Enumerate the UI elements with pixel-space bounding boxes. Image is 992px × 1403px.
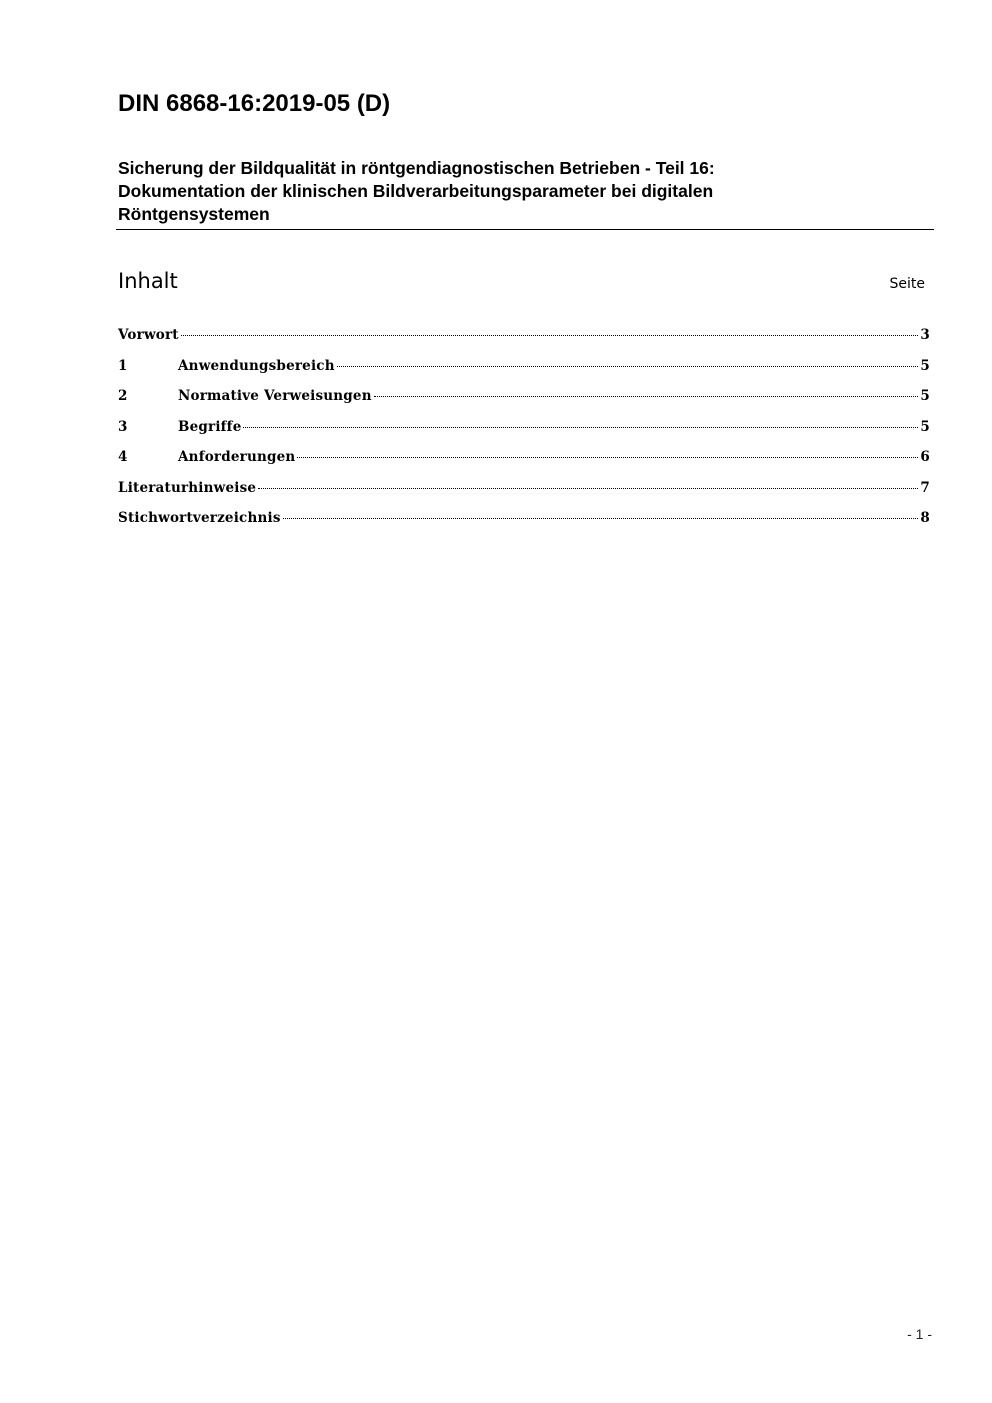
toc-entry-title: Begriffe <box>178 418 242 435</box>
toc-entry-title: Literaturhinweise <box>118 479 257 496</box>
toc-entry-begriffe[interactable] <box>118 418 930 449</box>
document-title <box>118 157 918 226</box>
toc-entry-page: 7 <box>920 479 930 496</box>
toc-entry-anforderungen[interactable] <box>118 448 930 479</box>
toc-page-column-label: Seite <box>889 276 925 292</box>
document-title-line: Dokumentation der klinischen Bildverarbeitungsparameter bei digitalen <box>118 181 714 201</box>
title-divider <box>116 229 934 230</box>
toc-entry-title: Vorwort <box>118 327 179 343</box>
toc-entry-page: 5 <box>920 357 930 374</box>
toc-dot-leader <box>374 396 919 397</box>
toc-entry-stichwortverzeichnis[interactable] <box>118 509 930 540</box>
toc-dot-leader <box>283 518 919 519</box>
document-number: DIN 6868-16:2019-05 (D) <box>118 90 391 117</box>
toc-entry-number: 3 <box>118 418 128 435</box>
document-title-line: Sicherung der Bildqualität in röntgendiagnostischen Betrieben - Teil 16: <box>118 158 715 178</box>
toc-entry-anwendungsbereich[interactable] <box>118 357 930 388</box>
toc-entry-number: 2 <box>118 388 128 404</box>
toc-entry-normative-verweisungen[interactable] <box>118 387 930 418</box>
toc-dot-leader <box>297 457 918 458</box>
toc-entry-page: 3 <box>920 327 930 343</box>
toc-dot-leader <box>181 335 919 336</box>
toc-dot-leader <box>243 427 918 428</box>
toc-entry-title: Stichwortverzeichnis <box>118 510 281 526</box>
toc-entry-title: Anforderungen <box>178 449 296 465</box>
toc-entry-vorwort[interactable] <box>118 326 930 357</box>
toc-entry-number: 1 <box>118 357 128 374</box>
toc-entry-title: Anwendungsbereich <box>178 357 335 374</box>
table-of-contents <box>118 326 930 540</box>
toc-entry-page: 6 <box>920 449 930 465</box>
page-number: - 1 - <box>907 1326 932 1342</box>
toc-entry-number: 4 <box>118 449 128 465</box>
toc-heading: Inhalt <box>118 269 178 293</box>
toc-dot-leader <box>337 366 919 367</box>
toc-entry-literaturhinweise[interactable] <box>118 479 930 510</box>
toc-entry-page: 5 <box>920 388 930 404</box>
toc-entry-page: 8 <box>920 510 930 526</box>
document-title-line: Röntgensystemen <box>118 204 270 224</box>
toc-entry-title: Normative Verweisungen <box>178 388 372 404</box>
toc-entry-page: 5 <box>920 418 930 435</box>
toc-dot-leader <box>258 488 918 489</box>
